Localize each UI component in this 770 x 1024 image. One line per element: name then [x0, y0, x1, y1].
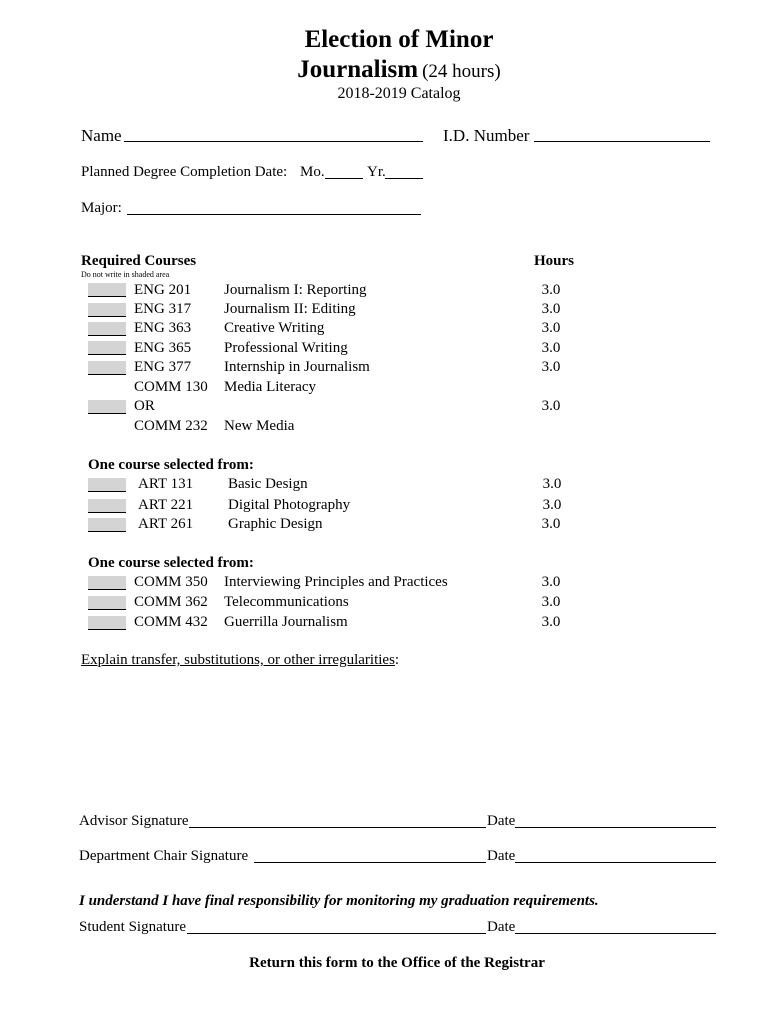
course-hours: 3.0 — [541, 516, 561, 532]
or-label: OR — [134, 398, 155, 414]
month-field[interactable] — [325, 178, 363, 179]
shaded-check-box — [88, 576, 126, 590]
course-title: Basic Design — [228, 476, 308, 492]
minor-title-line — [0, 56, 770, 84]
course-code: COMM 350 — [134, 574, 208, 590]
required-courses-heading: Required Courses — [81, 253, 197, 269]
student-signature-field[interactable] — [187, 933, 486, 934]
name-label: Name — [81, 126, 122, 145]
elective-group-1-heading: One course selected from: — [88, 457, 254, 473]
major-field[interactable] — [127, 214, 421, 215]
course-title: Digital Photography — [228, 497, 351, 513]
shaded-check-box — [88, 400, 126, 414]
return-instructions: Return this form to the Office of the Registrar — [249, 955, 545, 971]
shaded-check-box — [88, 478, 126, 492]
shaded-check-box — [88, 616, 126, 630]
shaded-check-box — [88, 283, 126, 297]
course-hours: 3.0 — [541, 282, 561, 298]
course-hours: 3.0 — [541, 301, 561, 317]
course-code: ART 221 — [138, 497, 194, 513]
hours-heading: Hours — [534, 253, 575, 269]
course-title: Professional Writing — [224, 340, 348, 356]
course-title: Interviewing Principles and Practices — [224, 574, 448, 590]
student-signature-label: Student Signature — [79, 919, 187, 935]
course-code: COMM 130 — [134, 379, 208, 395]
course-code: ENG 365 — [134, 340, 192, 356]
advisor-date-label: Date — [487, 813, 516, 829]
elective-group-2-heading: One course selected from: — [88, 555, 254, 571]
course-hours: 3.0 — [541, 614, 561, 630]
shaded-check-box — [88, 322, 126, 336]
course-title: Guerrilla Journalism — [224, 614, 348, 630]
id-number-field[interactable] — [534, 141, 710, 142]
course-title: Graphic Design — [228, 516, 323, 532]
course-hours: 3.0 — [541, 574, 561, 590]
course-hours: 3.0 — [542, 497, 562, 513]
year-field[interactable] — [385, 178, 423, 179]
course-code: ART 131 — [138, 476, 194, 492]
course-hours: 3.0 — [541, 340, 561, 356]
advisor-signature-field[interactable] — [189, 827, 486, 828]
course-hours: 3.0 — [541, 320, 561, 336]
responsibility-acknowledgement: I understand I have final responsibility for monitoring my graduation requirements. — [79, 893, 599, 909]
course-code: COMM 232 — [134, 418, 208, 434]
course-hours: 3.0 — [541, 398, 561, 414]
chair-date-label: Date — [487, 848, 516, 864]
course-code: ENG 201 — [134, 282, 192, 298]
minor-name: Journalism — [297, 56, 419, 83]
advisor-signature-label: Advisor Signature — [79, 813, 189, 829]
course-title: Telecommunications — [224, 594, 349, 610]
form-title: Election of Minor — [304, 26, 494, 53]
shaded-check-box — [88, 341, 126, 355]
irregularities-label-text: Explain transfer, substitutions, or other irregularities — [81, 652, 395, 668]
course-code: ENG 377 — [134, 359, 192, 375]
course-hours: 3.0 — [541, 594, 561, 610]
name-field[interactable] — [124, 141, 423, 142]
course-title: Media Literacy — [224, 379, 317, 395]
student-date-field[interactable] — [515, 933, 716, 934]
course-hours: 3.0 — [541, 359, 561, 375]
course-code: ART 261 — [138, 516, 194, 532]
shaded-check-box — [88, 518, 126, 532]
chair-date-field[interactable] — [515, 862, 716, 863]
irregularities-label — [81, 652, 399, 669]
course-title: Internship in Journalism — [224, 359, 370, 375]
course-code: COMM 432 — [134, 614, 208, 630]
course-title: Journalism II: Editing — [224, 301, 356, 317]
shaded-check-box — [88, 596, 126, 610]
shaded-check-box — [88, 361, 126, 375]
irregularities-colon: : — [394, 652, 400, 668]
course-title: Journalism I: Reporting — [224, 282, 367, 298]
shaded-area-note: Do not write in shaded area — [81, 270, 170, 279]
month-label: Mo. — [300, 164, 325, 180]
course-hours: 3.0 — [542, 476, 562, 492]
year-label: Yr. — [367, 164, 386, 180]
course-title: New Media — [224, 418, 295, 434]
completion-date-label: Planned Degree Completion Date: — [81, 164, 288, 180]
chair-signature-field[interactable] — [254, 862, 486, 863]
major-label: Major: — [81, 200, 122, 216]
course-code: ENG 317 — [134, 301, 192, 317]
course-code: COMM 362 — [134, 594, 208, 610]
id-number-label: I.D. Number — [443, 126, 530, 145]
advisor-date-field[interactable] — [515, 827, 716, 828]
chair-signature-label: Department Chair Signature — [79, 848, 249, 864]
course-code: ENG 363 — [134, 320, 192, 336]
shaded-check-box — [88, 303, 126, 317]
minor-hours-note: (24 hours) — [422, 61, 501, 82]
shaded-check-box — [88, 499, 126, 513]
catalog-year: 2018-2019 Catalog — [337, 85, 461, 102]
course-title: Creative Writing — [224, 320, 325, 336]
student-date-label: Date — [487, 919, 516, 935]
irregularities-explanation-area[interactable] — [81, 675, 716, 800]
